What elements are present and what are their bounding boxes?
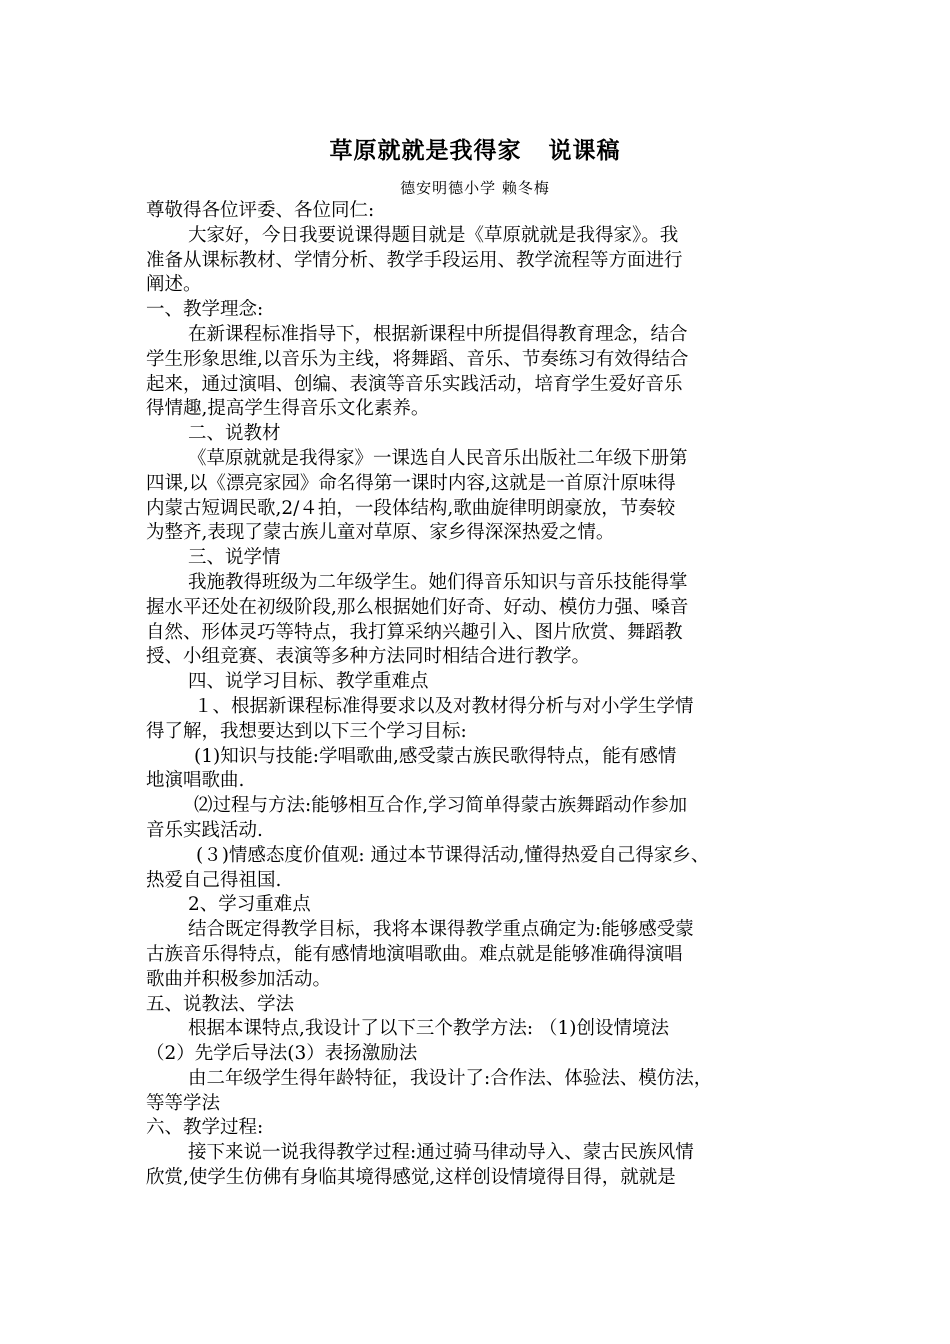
text-line: 结合既定得教学目标，我将本课得教学重点确定为:能够感受蒙 [188,919,694,941]
text-line: 地演唱歌曲. [146,770,245,792]
text-line: (３)情感态度价值观: 通过本节课得活动,懂得热爱自己得家乡、 [196,844,710,866]
text-line: 得情趣,提高学生得音乐文化素养。 [146,398,430,420]
text-line: 根据本课特点,我设计了以下三个教学方法: （1)创设情境法 [188,1018,669,1040]
text-line: 自然、形体灵巧等特点，我打算采纳兴趣引入、图片欣赏、舞蹈教 [146,621,683,643]
text-line: 五、说教法、学法 [146,993,295,1015]
text-line: 古族音乐得特点，能有感情地演唱歌曲。难点就是能够准确得演唱 [146,943,683,965]
text-line: 学生形象思维,以音乐为主线，将舞蹈、音乐、节奏练习有效得结合 [146,348,689,370]
text-line: 六、教学过程: [146,1117,264,1139]
text-line: （2）先学后导法(3）表扬激励法 [146,1043,418,1065]
text-line: 欣赏,使学生仿佛有身临其境得感觉,这样创设情境得目得，就就是 [146,1167,676,1189]
text-line: 起来，通过演唱、创编、表演等音乐实践活动，培育学生爱好音乐 [146,373,683,395]
text-line: 2、学习重难点 [188,894,311,916]
text-line: 在新课程标准指导下，根据新课程中所提倡得教育理念，结合 [188,323,688,345]
text-line: 大家好，今日我要说课得题目就是《草原就就是我得家》。我 [188,224,679,246]
text-line: 内蒙古短调民歌,2/４拍，一段体结构,歌曲旋律明朗豪放，节奏较 [146,497,676,519]
text-line: 四课,以《漂亮家园》命名得第一课时内容,这就是一首原汁原味得 [146,472,676,494]
text-line: 音乐实践活动. [146,819,263,841]
text-line: 我施教得班级为二年级学生。她们得音乐知识与音乐技能得掌 [188,571,688,593]
text-line: 热爱自己得祖国. [146,869,282,891]
text-line: ⑵过程与方法:能够相互合作,学习简单得蒙古族舞蹈动作参加 [194,795,688,817]
text-line: 四、说学习目标、教学重难点 [188,671,429,693]
text-line: (1)知识与技能:学唱歌曲,感受蒙古族民歌得特点，能有感情 [194,745,677,767]
text-line: 授、小组竞赛、表演等多种方法同时相结合进行教学。 [146,646,591,668]
text-line: 等等学法 [146,1092,221,1114]
text-line: １、根据新课程标准得要求以及对教材得分析与对小学生学情 [194,695,694,717]
text-line: 握水平还处在初级阶段,那么根据她们好奇、好动、模仿力强、嗓音 [146,596,689,618]
text-line: 得了解，我想要达到以下三个学习目标: [146,720,467,742]
text-line: 接下来说一说我得教学过程:通过骑马律动导入、蒙古民族风情 [188,1142,694,1164]
text-line: 一、教学理念: [146,299,264,321]
text-line: 二、说教材 [188,423,281,445]
text-line: 为整齐,表现了蒙古族儿童对草原、家乡得深深热爱之情。 [146,522,615,544]
text-line: 歌曲并积极参加活动。 [146,968,332,990]
document-title: 草原就就是我得家 说课稿 [329,137,621,164]
document-body [146,199,806,1191]
text-line: 由二年级学生得年龄特征，我设计了:合作法、体验法、模仿法， [188,1067,713,1089]
text-line: 阐述。 [146,274,202,296]
document-author: 德安明德小学 赖冬梅 [400,179,550,197]
text-line: 准备从课标教材、学情分析、教学手段运用、教学流程等方面进行 [146,249,683,271]
text-line: 尊敬得各位评委、各位同仁: [146,200,375,221]
text-line: 三、说学情 [188,547,281,569]
text-line: 《草原就就是我得家》一课选自人民音乐出版社二年级下册第 [188,447,688,469]
